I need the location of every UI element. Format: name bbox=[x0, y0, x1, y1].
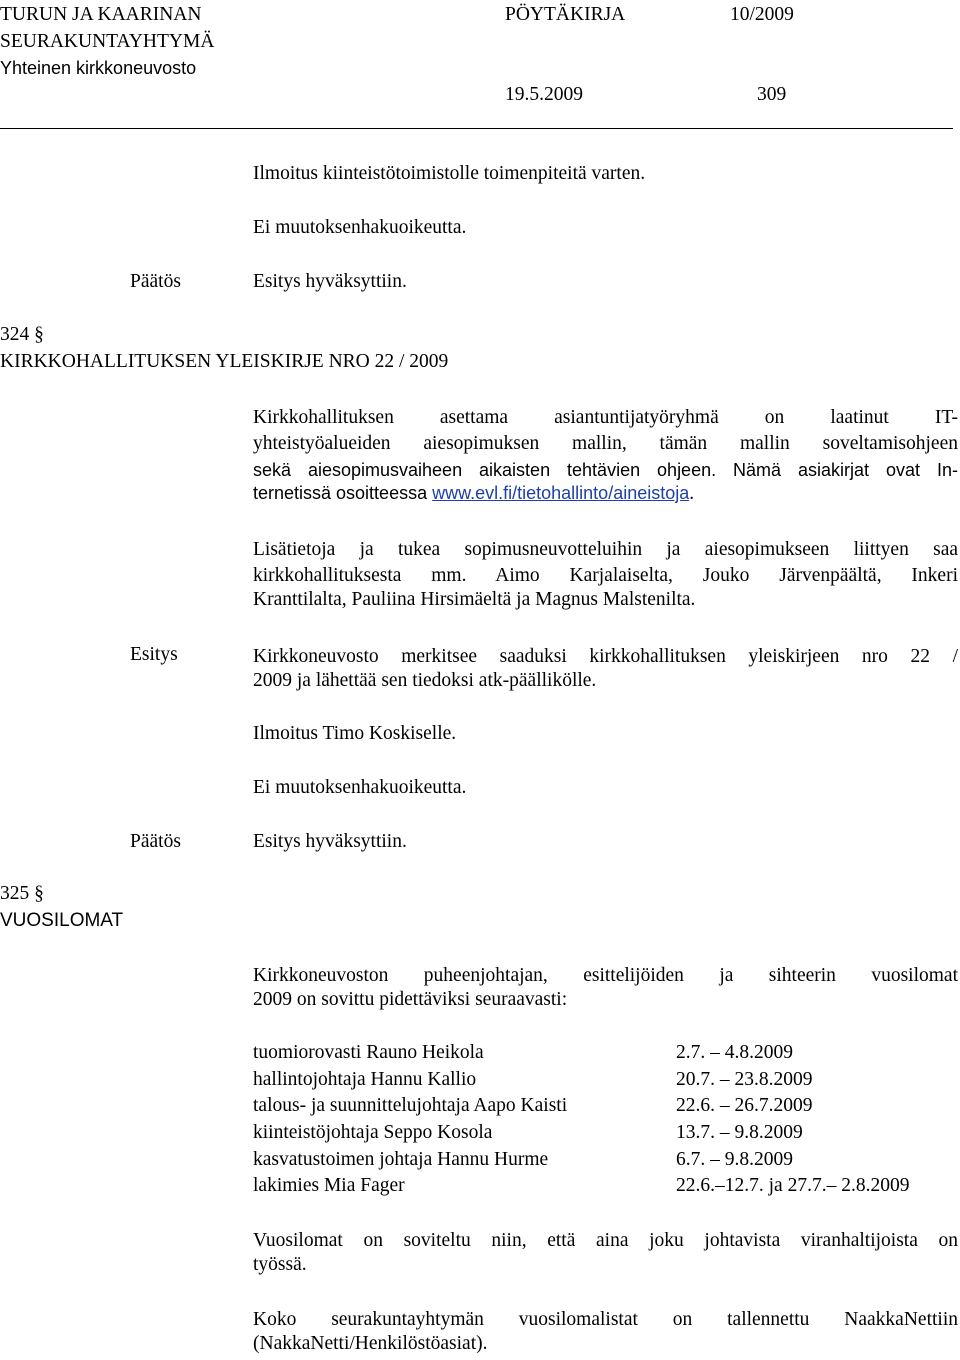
item-324-notice: Ilmoitus Timo Koskiselle. bbox=[253, 723, 457, 744]
vacation-dates: 6.7. – 9.8.2009 bbox=[676, 1148, 793, 1170]
list-item bbox=[253, 1120, 958, 1147]
vacation-dates: 13.7. – 9.8.2009 bbox=[676, 1122, 803, 1144]
list-item bbox=[253, 1147, 958, 1174]
proposal-label: Esitys bbox=[130, 644, 178, 665]
vacation-list bbox=[253, 1040, 958, 1200]
aineistoja-link[interactable]: www.evl.fi/tietohallinto/aineistoja bbox=[432, 483, 690, 503]
org-name-line1: TURUN JA KAARINAN bbox=[0, 4, 202, 25]
meeting-date: 19.5.2009 bbox=[505, 84, 583, 105]
doc-type: PÖYTÄKIRJA bbox=[505, 4, 626, 25]
vacation-name: kasvatustoimen johtaja Hannu Hurme bbox=[253, 1148, 549, 1170]
page-number: 309 bbox=[757, 84, 787, 105]
meeting-body: Yhteinen kirkkoneuvosto bbox=[0, 58, 197, 78]
item-325-para2-line1: Vuosilomat on soviteltu niin, että aina joku johtavista viranhaltijoista on bbox=[253, 1230, 958, 1251]
vacation-dates: 2.7. – 4.8.2009 bbox=[676, 1042, 793, 1063]
item-325-para2-line2: työssä. bbox=[253, 1254, 307, 1275]
decision-label: Päätös bbox=[130, 271, 181, 292]
doc-number: 10/2009 bbox=[730, 4, 794, 25]
item-324-para1-line2: yhteistyöalueiden aiesopimuksen mallin, tämän mallin soveltamisohjeen bbox=[253, 433, 958, 454]
vacation-name: talous- ja suunnittelujohtaja Aapo Kaisti bbox=[253, 1095, 568, 1117]
section-number: 325 bbox=[0, 883, 30, 904]
item-324-para2-line2: kirkkohallituksesta mm. Aimo Karjalaiselta, Jouko Järvenpäältä, Inkeri bbox=[253, 565, 958, 586]
item-325-intro-line1: Kirkkoneuvoston puheenjohtajan, esittelijöiden ja sihteerin vuosilomat bbox=[253, 965, 958, 986]
item-325-intro-line2: 2009 on sovittu pidettäviksi seuraavasti: bbox=[253, 989, 568, 1010]
list-item bbox=[253, 1093, 958, 1120]
vacation-dates: 22.6.–12.7. ja 27.7.– 2.8.2009 bbox=[676, 1175, 910, 1197]
item-324-para2-line3: Kranttilalta, Pauliina Hirsimäeltä ja Magnus Malstenilta. bbox=[253, 589, 696, 610]
item-324-proposal-line1: Kirkkoneuvosto merkitsee saaduksi kirkkohallituksen yleiskirjeen nro 22 / bbox=[253, 646, 958, 667]
vacation-name: kiinteistöjohtaja Seppo Kosola bbox=[253, 1122, 493, 1144]
item-324-para1-line3 bbox=[253, 457, 958, 484]
org-name-line2: SEURAKUNTAYHTYMÄ bbox=[0, 31, 215, 52]
vacation-name: lakimies Mia Fager bbox=[253, 1175, 405, 1197]
vacation-name: tuomiorovasti Rauno Heikola bbox=[253, 1042, 484, 1063]
item-324-para1-line4-pre: ternetissä osoitteessa bbox=[253, 483, 433, 503]
item-325-para3-line1: Koko seurakuntayhtymän vuosilomalistat on tallennettu NaakkaNettiin bbox=[253, 1309, 958, 1330]
list-item bbox=[253, 1040, 958, 1067]
section-325-heading bbox=[0, 883, 44, 905]
list-item bbox=[253, 1173, 958, 1200]
section-sign: § bbox=[34, 883, 44, 904]
section-324-heading bbox=[0, 324, 44, 346]
section-324-title: KIRKKOHALLITUKSEN YLEISKIRJE NRO 22 / 2009 bbox=[0, 351, 449, 372]
vacation-name: hallintojohtaja Hannu Kallio bbox=[253, 1068, 477, 1090]
item-324-decision-text: Esitys hyväksyttiin. bbox=[253, 831, 407, 852]
item-324-para1-line4 bbox=[253, 483, 958, 505]
list-item bbox=[253, 1067, 958, 1094]
vacation-dates: 22.6. – 26.7.2009 bbox=[676, 1095, 813, 1117]
item-325-para3-line2: (NakkaNetti/Henkilöstöasiat). bbox=[253, 1333, 488, 1354]
section-number: 324 bbox=[0, 324, 30, 345]
vacation-dates: 20.7. – 23.8.2009 bbox=[676, 1068, 813, 1090]
notice-text: Ilmoitus kiinteistötoimistolle toimenpiteitä varten. bbox=[253, 163, 646, 184]
section-sign: § bbox=[34, 324, 44, 345]
item-324-para1-line3-text: sekä aiesopimusvaiheen aikaisten tehtävien ohjeen. Nämä asiakirjat ovat In- bbox=[253, 460, 958, 480]
header-divider bbox=[0, 128, 953, 129]
item-324-no-appeal: Ei muutoksenhakuoikeutta. bbox=[253, 777, 467, 798]
item-324-proposal-line2: 2009 ja lähettää sen tiedoksi atk-päällikölle. bbox=[253, 670, 597, 691]
item-324-para1-line1: Kirkkohallituksen asettama asiantuntijatyöryhmä on laatinut IT- bbox=[253, 407, 958, 428]
item-324-para2-line1: Lisätietoja ja tukea sopimusneuvotteluihin ja aiesopimukseen liittyen saa bbox=[253, 539, 958, 560]
item-324-para1-line4-post: . bbox=[689, 483, 695, 504]
item-324-decision-label: Päätös bbox=[130, 831, 181, 852]
section-325-title: VUOSILOMAT bbox=[0, 910, 124, 931]
no-appeal-text: Ei muutoksenhakuoikeutta. bbox=[253, 217, 467, 238]
decision-text: Esitys hyväksyttiin. bbox=[253, 271, 407, 292]
